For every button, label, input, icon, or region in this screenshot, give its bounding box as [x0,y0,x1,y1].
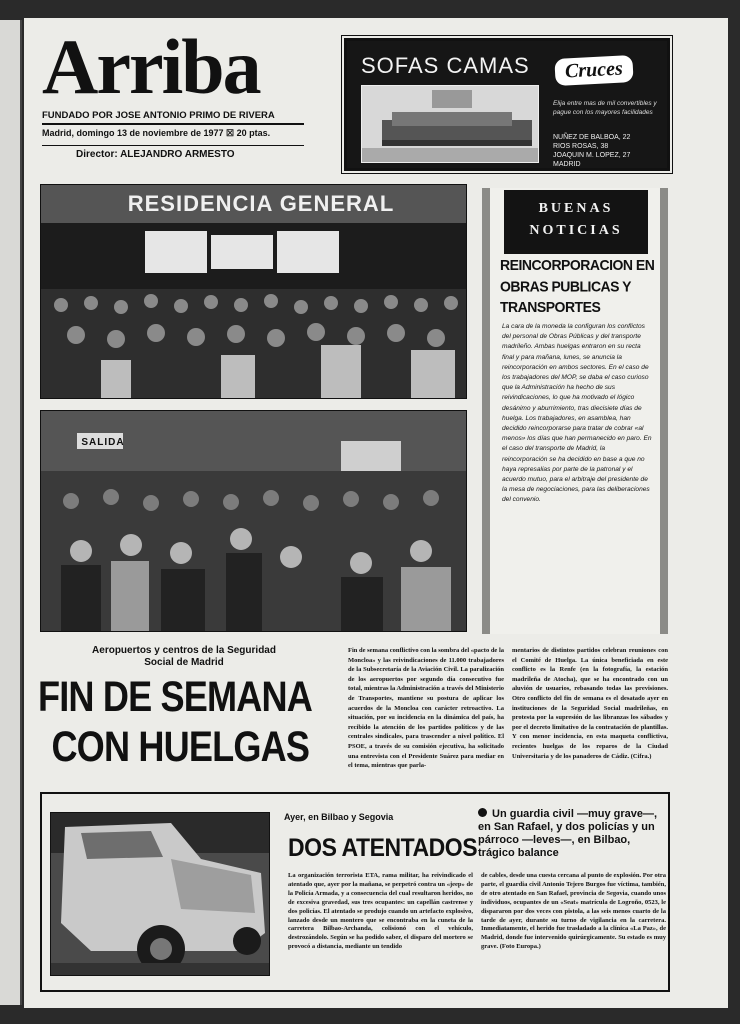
headline-line-1: FIN DE SEMANA [38,673,313,721]
sidebar-headline: REINCORPORACION EN OBRAS PUBLICAS Y TRANSPORTES [500,256,655,316]
founded-line: FUNDADO POR JOSE ANTONIO PRIMO DE RIVERA [42,110,304,125]
guardia-civil-headline [478,808,668,860]
main-story-body [348,646,668,786]
adjacent-page-edge [0,20,22,1005]
residencia-sign: RESIDENCIA GENERAL [127,191,395,216]
newspaper-page [24,18,728,1008]
atentados-kicker: Ayer, en Bilbao y Segovia [284,812,394,822]
atentados-col-2: de cables, desde una cuesta cercana al punto de explosión. Por otra parte, el guardia civil Antonio Tejero Burgos fue víctima, también, de otro atentado en San Rafael, provincia de Segovia, cuando unos individuos, ocupantes de un «Seat» matrícula de Logroño, 0523, le dispararon por dos veces con pistola, a las seis menos cuarto de la tarde de ayer, durante su turno de vigilancia en la carretera. Inmediatamente, el herido fue trasladado a la clínica «La Paz», de Madrid, donde fue intervenido quirúrgicamente. Su estado es muy grave. (Foto Europa.) [481,872,666,951]
sidebar-body: La cara de la moneda la configuran los conflictos del personal de Obras Públicas y del transporte madrileño. Ambas huelgas entraron en su recta final y para mañana, lunes, se anuncia la reincorporación en ambos sectores. En el caso de los trabajadores del MOP, se daba el caso curioso que la Administración ha hecho de sus reivindicaciones, lo que ha motivado el lógico desánimo y aburrimiento, tras diecisiete días de huelga. Los trabajadores, en asamblea, han decidido reincorporarse para tratar de cobrar «al menos» los días que han permanecido en paro. En el caso del transporte de Madrid, la reincorporación se ha decidido en base a que no haya represalias por parte de la patronal y el acuerdo mutuo, para el arbitraje del presidente de la mesa de negociaciones, para las deliberaciones del convenio. [502,323,652,504]
ad-brand-logo: Cruces [554,55,633,86]
ad-addresses: NUÑEZ DE BALBOA, 22 RIOS ROSAS, 38 JOAQUIN M. LOPEZ, 27 MADRID [553,134,631,168]
atentados-headline: DOS ATENTADOS [288,834,478,862]
jeep-photo [51,813,270,976]
sofa-illustration [362,86,539,163]
ad-title: SOFAS CAMAS [361,53,530,78]
headline-line-2: CON HUELGAS [51,723,310,771]
salida-sign: SALIDA [81,437,125,448]
sofa-image [361,85,539,163]
buenas-noticias-label: BUENAS NOTICIAS [504,190,648,254]
atentados-col-1: La organización terrorista ETA, rama militar, ha reivindicado el atentado que, ayer por la mañana, se perpetró contra un «jeep» de la Policía Armada, y a consecuencia del cual resultaron heridos, no de excesiva gravedad, sus tres ocupantes: un capellán castrense y dos policías. El atentado se produjo cuando un artefacto explosivo, lanzado desde un montero que se encontraba en la cuneta de la carretera Bilbao-Archanda, colisionó con el vehículo, destrozándolo. Según se ha podido saber, el disparo del mortero se provocó a distancia, mediante un tendido [288,872,473,951]
newspaper-logo: Arriba [42,23,260,110]
main-story-col-2: mentarios de distintos partidos celebran reuniones con el Comité de Huelga. La única beneficiada en este conflicto es la Renfe (en la fotografía, la estación madrileña de Atocha), que se ha encontrado con un aluvión de usuarios, rebasando todas las previsiones. Otro conflicto del fin de semana es el desatado ayer en instituciones de la Seguridad Social madrileñas, en protesta por la supresión de las libranzas los sábados y por el decreto limitativo de la contratación de plantillas. Y con menor incidencia, en esta maqueta conflictiva, recientes huelgas de los reparos de la Ciudad Universitaria y de los panaderos de Cádiz. (Cifra.) [512,647,668,760]
ad-tagline: Elija entre mas de mil convertibles y pague con los mayores facilidades [553,100,657,116]
director-line: Director: ALEJANDRO ARMESTO [42,145,304,160]
guardia-civil-text: Un guardia civil —muy grave—, en San Rafael, y dos policías y un párroco —leves—, en Bilbao, trágico balance [478,808,658,859]
crowd-photo-1 [41,185,467,399]
atentados-body [288,872,666,988]
main-story-col-1: Fin de semana conflictivo con la sombra del «pacto de la Moncloa» y las reivindicaciones de 11.000 trabajadores de la Subsecretaría de la Aviación Civil. La paralización de los aeropuertos por segundo día consecutivo fue total, mientras la Administración a través del Ministerio de Transportes, mantiene su postura de aplicar los acuerdos de la Moncloa con carácter retroactivo. La situación, por su incidencia en la dinámica del país, ha recibido la atención de los partidos políticos y de las centrales sindicales, para trascender a nivel político. El PSOE, a través de su comisión ejecutiva, ha solicitado una entrevista con el Presidente Suárez para mediar en el tema, mientras que parla- [348,647,504,770]
bullet-icon [478,808,487,817]
masthead [42,23,304,176]
main-headline [38,672,313,772]
photo-airport-crowd [40,410,467,632]
dateline: Madrid, domingo 13 de noviembre de 1977 ☒ 20 ptas. [42,128,271,138]
photo-destroyed-jeep [50,812,270,976]
buenas-noticias-sidebar [482,188,668,634]
photo-residencia-protest [40,184,467,399]
main-kicker: Aeropuertos y centros de la Seguridad Social de Madrid [92,645,276,668]
sofas-ad [344,38,670,171]
